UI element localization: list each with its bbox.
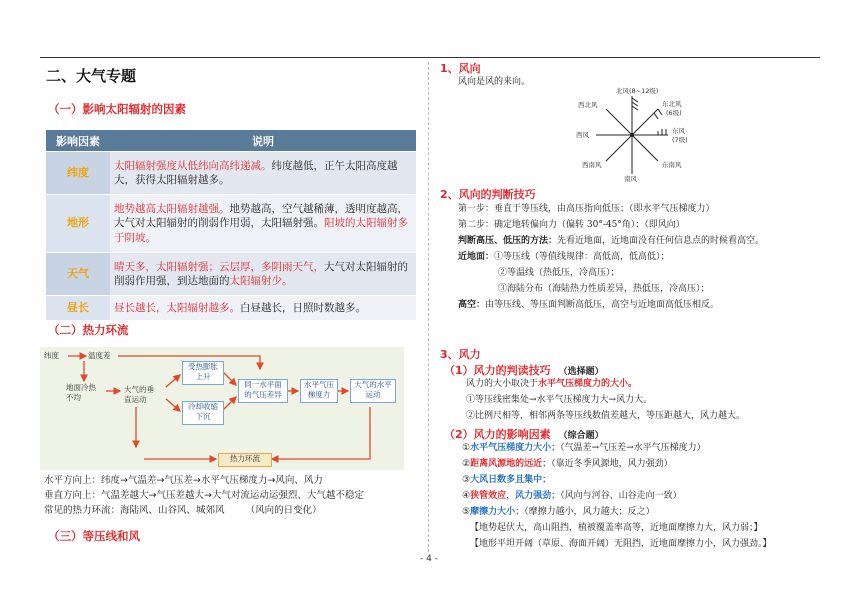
desc-highlight: 太阳辐射强度从低纬向高纬递减。 [114,159,272,172]
page-number: - 4 - [420,554,438,564]
rose-e-sub: (7级) [672,136,688,144]
node-latitude: 纬度 [44,351,59,360]
rose-n: 北风(8~12级) [616,87,659,95]
table-row [46,152,416,195]
table-header-desc: 说明 [110,130,416,152]
desc-cell [110,195,416,253]
line-text: 海陆风、山谷风、城郊风 [120,505,225,516]
horizontal-line [44,474,323,487]
node-temp-diff: 温度差 [88,351,111,360]
wind-force-rule1: ①等压线密集处→水平气压梯度力大→风力大。 [466,395,653,405]
factor-1-key: 水平气压梯度力大小 [470,443,552,453]
factor-5: ⑤摩擦力大小；（摩擦力越小，风力越大；反之） [462,507,655,517]
method-text: 先看近地面，近地面没有任何信息点的时候看高空。 [557,236,765,246]
wind-force-heading: 3、风力 [440,348,481,361]
sub1-tag: （选择题） [558,367,604,377]
method-label: 判断高压、低压的方法： [458,236,558,246]
thermal-heading: （二）热力环流 [48,323,129,337]
factor-5-key: 摩擦力大小 [470,507,516,517]
wind-force-sub1 [444,362,604,378]
desc-highlight: 晴天多，太阳辐射强；云层厚，多阴雨天气， [114,260,324,273]
column-divider [428,62,429,552]
table-row [46,195,416,253]
arrow [222,371,236,385]
wind-direction-heading: 1、风向 [440,62,481,75]
sub2-title: （2）风力的影响因素 [444,428,551,441]
line-label: 垂直方向上： [44,490,102,501]
factor-cell: 地形 [46,195,110,253]
node-pressure-diff: 同一水平面 的气压差异 [238,379,288,403]
table-header-factor: 影响因素 [46,130,110,152]
node-rise: 受热膨胀 上升 [182,361,224,385]
desc-cell [110,253,416,296]
wind-direction-definition: 风向是风的来向。 [458,77,531,87]
wind-judge-heading: 2、风向的判断技巧 [440,188,536,201]
wind-force-sub2 [444,426,604,442]
near-text: ①等压线（等值线规律：高低高，低高低）； [494,252,670,262]
factor-4: ④狭管效应，风力强劲；（风向与河谷、山谷走向一致） [462,491,682,501]
intro-b: 水平气压梯度力的大小。 [538,379,638,389]
factor-4-effect: 风力强劲 [515,491,552,501]
line-note: （风向的日变化） [245,505,322,516]
node-uneven-heating: 地面冷热 不均 [66,383,96,402]
rose-ne: 东北风 [662,100,682,108]
desc-highlight-2: 阳坡的太阳辐射多于阴坡。 [114,217,408,244]
arrow [166,375,180,387]
high-altitude [458,299,719,311]
factor-cell: 纬度 [46,152,110,195]
high-label: 高空： [458,300,486,310]
near-ground-1 [458,251,670,263]
node-thermal-circulation: 热力环流 [218,453,272,467]
intro-a: 风力的大小取决于 [466,379,539,389]
rose-sw: 西南风 [582,161,602,169]
line-text: 气温差越大→气压差越大→大气对流运动运强烈、大气越不稳定 [101,490,364,501]
sub1-title: （1）风力的判读技巧 [444,364,551,377]
desc-text: 大气对太阳辐射的削弱作用强，到达地面的 [114,260,408,287]
node-pgf: 水平气压 梯度力 [300,379,338,403]
factor-3: ③大风日数多且集中； [462,475,552,485]
rose-w: 西风 [576,131,589,139]
section-title: 二、大气专题 [46,67,137,85]
factor-4-key: 狭管效应 [470,491,507,501]
wind-force-intro [466,378,637,390]
factor-2: ②距离风源地的远近；（靠近冬季风源地，风力强劲） [462,459,673,469]
factor-cell: 天气 [46,253,110,296]
solar-factor-table [46,130,416,320]
rose-e: 东风 [672,127,685,135]
table-row [46,253,416,296]
rose-se: 东南风 [662,161,682,169]
node-sink: 冷却收缩 下沉 [182,401,224,425]
node-horizontal-motion: 大气的水平 运动 [350,379,396,403]
wind-force-rule2: ②比例尺相等，相邻两条等压线数值差越大，等压距越大，风力越大。 [466,411,746,421]
node-vertical-motion: 大气的垂 直运动 [124,385,154,404]
friction-note-2: 【地形平坦开阔（草原、海面开阔）无阻挡，近地面摩擦力小，风力强劲。】 [470,539,772,549]
near-label: 近地面： [458,252,495,262]
vertical-line [44,489,364,502]
factor-3-key: 大风日数多且集中 [470,475,543,485]
line-label: 水平方向上： [44,475,102,486]
sub2-tag: （综合题） [558,431,604,441]
near-ground-2: ②等温线（热低压，冷高压）； [498,268,620,278]
desc-cell [110,152,416,195]
table-header-row [46,130,416,152]
arrow [272,407,370,459]
factor-2-key: 距离风源地的远近 [470,459,543,469]
wind-judge-method [458,235,764,247]
arrow [222,397,236,411]
isobar-heading: （三）等压线和风 [48,529,140,543]
rose-ne-sub: (6级) [666,109,682,117]
arrow [166,399,180,411]
desc-text: 白昼越长，日照时数越多。 [240,301,366,314]
high-text: 由等压线、等压面判断高低压，高空与近地面高低压相反。 [485,300,720,310]
header-rule [40,57,820,58]
desc-cell [110,296,416,320]
wind-rose-diagram [572,86,692,184]
line-text: 纬度→气温差→气压差→水平气压梯度力→风向、风力 [101,475,323,486]
friction-note-1: 【地势起伏大，高山阻挡，植被覆盖率高等，近地面摩擦力大，风力弱；】 [470,523,763,533]
near-ground-3: ③海陆分布（海陆热力性质差异，热低压，冷高压）； [498,284,710,294]
common-circulation-line [44,504,322,517]
rose-nw: 西北风 [578,101,598,109]
factor-cell: 昼长 [46,296,110,320]
rose-s: 南风 [624,175,637,183]
desc-text: 纬度越低，正午太阳高度越大，获得太阳辐射越多。 [114,159,398,186]
wind-judge-step1: 第一步：垂直于等压线，由高压指向低压；（即水平气压梯度力） [458,204,715,214]
line-label: 常见的热力环流： [44,505,121,516]
desc-highlight: 地势越高太阳辐射越强。 [114,202,230,215]
desc-highlight: 昼长越长，太阳辐射越多。 [114,301,240,314]
table-row [46,296,416,320]
thermal-circulation-diagram [40,347,404,470]
factor-1: ①水平气压梯度力大小；（气温差→气压差→水平气压梯度力） [462,443,706,453]
solar-heading: （一）影响太阳辐射的因素 [48,102,186,116]
desc-highlight-2: 太阳辐射少。 [229,275,293,287]
desc-text: 地势越高，空气越稀薄，透明度越高，大气对太阳辐射的削弱作用弱，太阳辐射强。 [114,202,408,230]
wind-judge-step2: 第二步：确定地转偏向力（偏转 30°-45°角）；（即风向） [458,220,685,230]
